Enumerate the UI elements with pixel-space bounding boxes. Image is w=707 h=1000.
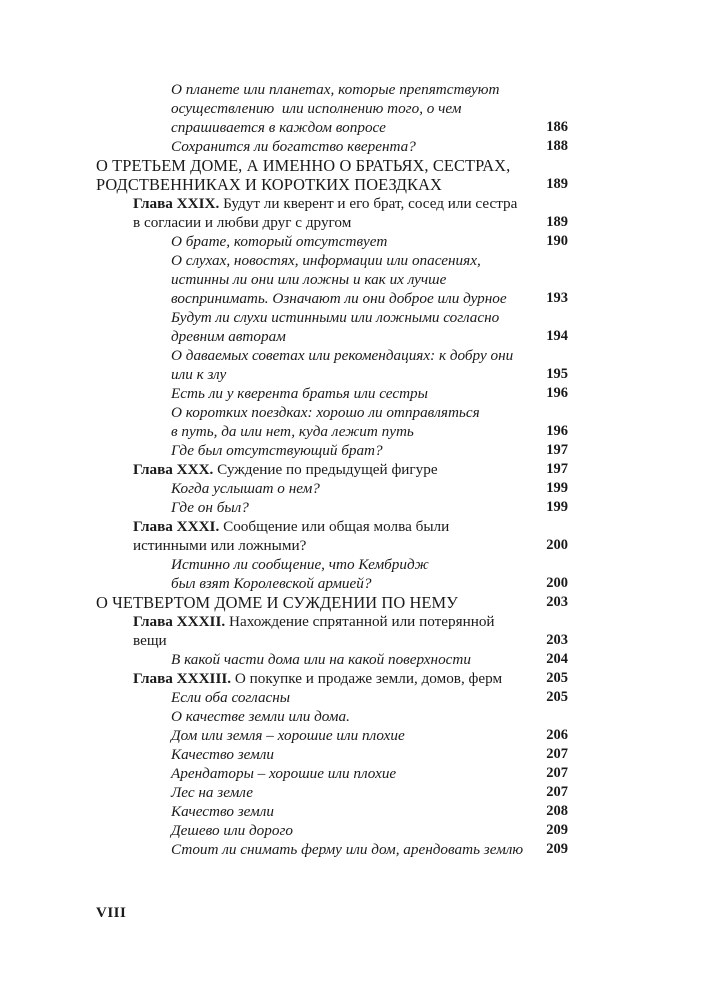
toc-page-number: 193 bbox=[546, 290, 568, 306]
toc-section-line bbox=[0, 175, 707, 194]
toc-entry-text bbox=[171, 403, 480, 422]
toc-page-number: 203 bbox=[546, 632, 568, 648]
toc-subitem-line bbox=[0, 99, 707, 118]
toc-entry-text bbox=[171, 327, 286, 346]
toc-subitem-line bbox=[0, 441, 707, 460]
toc-entry-text bbox=[133, 612, 495, 631]
toc-page-number: 207 bbox=[546, 765, 568, 781]
toc-entry-text bbox=[171, 802, 274, 821]
entry-title: О ТРЕТЬЕМ ДОМЕ, А ИМЕННО О БРАТЬЯХ, СЕСТРАХ, bbox=[96, 156, 511, 175]
toc-page-number: 190 bbox=[546, 233, 568, 249]
toc-entry-text bbox=[171, 840, 523, 859]
toc-subitem-line bbox=[0, 346, 707, 365]
entry-title: вещи bbox=[133, 632, 167, 649]
toc-entry-text bbox=[96, 175, 442, 194]
entry-title: древним авторам bbox=[171, 328, 286, 345]
entry-title: Сообщение или общая молва были bbox=[219, 518, 450, 535]
toc-page-number: 199 bbox=[546, 499, 568, 515]
toc-entry-text bbox=[171, 232, 387, 251]
entry-title: РОДСТВЕННИКАХ И КОРОТКИХ ПОЕЗДКАХ bbox=[96, 175, 442, 194]
toc-entry-text bbox=[133, 460, 438, 479]
entry-title: был взят Королевской армией? bbox=[171, 575, 372, 592]
toc-entry-text bbox=[171, 688, 290, 707]
toc-entry-text bbox=[133, 669, 502, 688]
entry-title: Дешево или дорого bbox=[171, 822, 293, 839]
toc-page-number: 200 bbox=[546, 575, 568, 591]
toc-subitem-line bbox=[0, 574, 707, 593]
toc-chapter-line bbox=[0, 460, 707, 479]
toc-subitem-line bbox=[0, 802, 707, 821]
toc-subitem-line bbox=[0, 555, 707, 574]
toc-subitem-line bbox=[0, 137, 707, 156]
toc-entry-text bbox=[96, 593, 458, 612]
toc-entry-text bbox=[171, 137, 416, 156]
toc-chapter-line bbox=[0, 631, 707, 650]
entry-title: осуществлению или исполнению того, о чем bbox=[171, 100, 462, 117]
toc-page-number: 205 bbox=[546, 689, 568, 705]
toc-subitem-line bbox=[0, 650, 707, 669]
toc-entry-text bbox=[133, 213, 351, 232]
toc-entry-text bbox=[171, 707, 350, 726]
toc-subitem-line bbox=[0, 270, 707, 289]
toc-chapter-line bbox=[0, 612, 707, 631]
toc-page-number: 204 bbox=[546, 651, 568, 667]
toc-entry-text bbox=[133, 194, 517, 213]
toc-subitem-line bbox=[0, 289, 707, 308]
toc-subitem-line bbox=[0, 422, 707, 441]
entry-title: О ЧЕТВЕРТОМ ДОМЕ И СУЖДЕНИИ ПО НЕМУ bbox=[96, 593, 458, 612]
toc-entry-text bbox=[171, 80, 499, 99]
toc-entry-text bbox=[171, 270, 446, 289]
toc-subitem-line bbox=[0, 764, 707, 783]
entry-title: Суждение по предыдущей фигуре bbox=[213, 461, 438, 478]
toc-page-number: 197 bbox=[546, 461, 568, 477]
toc-subitem-line bbox=[0, 80, 707, 99]
toc-entry-text bbox=[171, 764, 396, 783]
toc-section-line bbox=[0, 156, 707, 175]
toc-chapter-line bbox=[0, 669, 707, 688]
toc-page-number: 203 bbox=[546, 594, 568, 610]
toc-subitem-line bbox=[0, 232, 707, 251]
page-number-folio: VIII bbox=[96, 905, 127, 921]
entry-title: Качество земли bbox=[171, 803, 274, 820]
table-of-contents bbox=[0, 80, 707, 859]
toc-entry-text bbox=[96, 156, 510, 175]
entry-title: Где был отсутствующий брат? bbox=[171, 442, 383, 459]
toc-entry-text bbox=[171, 555, 429, 574]
entry-title: Будут ли слухи истинными или ложными согласно bbox=[171, 309, 500, 326]
toc-page-number: 208 bbox=[546, 803, 568, 819]
entry-title: Если оба согласны bbox=[171, 689, 291, 706]
entry-title: Истинно ли сообщение, что Кембридж bbox=[171, 556, 429, 573]
toc-entry-text bbox=[133, 517, 449, 536]
entry-title: Есть ли у кверента братья или сестры bbox=[171, 385, 428, 402]
toc-entry-text bbox=[171, 384, 428, 403]
chapter-label: Глава XXX. bbox=[133, 461, 214, 478]
toc-page-number: 195 bbox=[546, 366, 568, 382]
entry-title: воспринимать. Означают ли они доброе или дурное bbox=[171, 290, 507, 307]
entry-title: О брате, который отсутствует bbox=[171, 233, 388, 250]
toc-page-number: 207 bbox=[546, 746, 568, 762]
entry-title: Где он был? bbox=[171, 499, 249, 516]
toc-section-line bbox=[0, 593, 707, 612]
toc-subitem-line bbox=[0, 821, 707, 840]
chapter-label: Глава XXXIII. bbox=[133, 670, 232, 687]
toc-page-number: 189 bbox=[546, 214, 568, 230]
toc-entry-text bbox=[171, 422, 414, 441]
toc-entry-text bbox=[171, 479, 320, 498]
toc-subitem-line bbox=[0, 384, 707, 403]
toc-entry-text bbox=[171, 118, 386, 137]
toc-page-number: 189 bbox=[546, 176, 568, 192]
toc-page-number: 206 bbox=[546, 727, 568, 743]
toc-subitem-line bbox=[0, 783, 707, 802]
entry-title: в путь, да или нет, куда лежит путь bbox=[171, 423, 414, 440]
toc-subitem-line bbox=[0, 308, 707, 327]
toc-entry-text bbox=[171, 99, 461, 118]
toc-page-number: 199 bbox=[546, 480, 568, 496]
entry-title: Стоит ли снимать ферму или дом, арендовать землю bbox=[171, 841, 524, 858]
entry-title: О качестве земли или дома. bbox=[171, 708, 350, 725]
toc-subitem-line bbox=[0, 745, 707, 764]
toc-chapter-line bbox=[0, 517, 707, 536]
toc-chapter-line bbox=[0, 213, 707, 232]
toc-page-number: 209 bbox=[546, 841, 568, 857]
toc-page-number: 186 bbox=[546, 119, 568, 135]
toc-entry-text bbox=[133, 631, 167, 650]
toc-subitem-line bbox=[0, 707, 707, 726]
toc-subitem-line bbox=[0, 118, 707, 137]
toc-subitem-line bbox=[0, 479, 707, 498]
entry-title: истинны ли они или ложны и как их лучше bbox=[171, 271, 447, 288]
toc-subitem-line bbox=[0, 498, 707, 517]
chapter-label: Глава XXXI. bbox=[133, 518, 220, 535]
entry-title: Сохранится ли богатство кверента? bbox=[171, 138, 416, 155]
toc-entry-text bbox=[171, 726, 405, 745]
toc-entry-text bbox=[171, 441, 383, 460]
entry-title: Качество земли bbox=[171, 746, 274, 763]
entry-title: О коротких поездках: хорошо ли отправляться bbox=[171, 404, 480, 421]
toc-entry-text bbox=[171, 650, 471, 669]
entry-title: истинными или ложными? bbox=[133, 537, 307, 554]
toc-entry-text bbox=[171, 365, 226, 384]
entry-title: В какой части дома или на какой поверхности bbox=[171, 651, 471, 668]
toc-page-number: 197 bbox=[546, 442, 568, 458]
toc-subitem-line bbox=[0, 365, 707, 384]
toc-page-number: 196 bbox=[546, 385, 568, 401]
toc-chapter-line bbox=[0, 194, 707, 213]
toc-subitem-line bbox=[0, 688, 707, 707]
entry-title: О даваемых советах или рекомендациях: к добру они bbox=[171, 347, 514, 364]
toc-entry-text bbox=[171, 498, 249, 517]
toc-entry-text bbox=[171, 289, 507, 308]
toc-entry-text bbox=[133, 536, 306, 555]
entry-title: Дом или земля – хорошие или плохие bbox=[171, 727, 405, 744]
entry-title: Нахождение спрятанной или потерянной bbox=[225, 613, 495, 630]
chapter-label: Глава XXIX. bbox=[133, 195, 220, 212]
toc-subitem-line bbox=[0, 403, 707, 422]
toc-page-number: 194 bbox=[546, 328, 568, 344]
toc-entry-text bbox=[171, 745, 274, 764]
toc-entry-text bbox=[171, 821, 293, 840]
toc-chapter-line bbox=[0, 536, 707, 555]
chapter-label: Глава XXXII. bbox=[133, 613, 226, 630]
toc-subitem-line bbox=[0, 251, 707, 270]
entry-title: Когда услышат о нем? bbox=[171, 480, 320, 497]
entry-title: Лес на земле bbox=[171, 784, 254, 801]
toc-page-number: 196 bbox=[546, 423, 568, 439]
entry-title: О покупке и продаже земли, домов, ферм bbox=[231, 670, 503, 687]
toc-entry-text bbox=[171, 574, 371, 593]
toc-entry-text bbox=[171, 346, 513, 365]
entry-title: О слухах, новостях, информации или опасениях, bbox=[171, 252, 481, 269]
toc-subitem-line bbox=[0, 840, 707, 859]
entry-title: в согласии и любви друг с другом bbox=[133, 214, 352, 231]
entry-title: спрашивается в каждом вопросе bbox=[171, 119, 386, 136]
toc-entry-text bbox=[171, 251, 481, 270]
toc-entry-text bbox=[171, 308, 499, 327]
toc-page-number: 205 bbox=[546, 670, 568, 686]
toc-entry-text bbox=[171, 783, 253, 802]
toc-page-number: 207 bbox=[546, 784, 568, 800]
entry-title: Будут ли кверент и его брат, сосед или сестра bbox=[219, 195, 518, 212]
toc-page-number: 188 bbox=[546, 138, 568, 154]
entry-title: или к злу bbox=[171, 366, 227, 383]
toc-page-number: 209 bbox=[546, 822, 568, 838]
toc-page-number: 200 bbox=[546, 537, 568, 553]
toc-subitem-line bbox=[0, 327, 707, 346]
entry-title: О планете или планетах, которые препятствуют bbox=[171, 81, 500, 98]
toc-subitem-line bbox=[0, 726, 707, 745]
entry-title: Арендаторы – хорошие или плохие bbox=[171, 765, 397, 782]
